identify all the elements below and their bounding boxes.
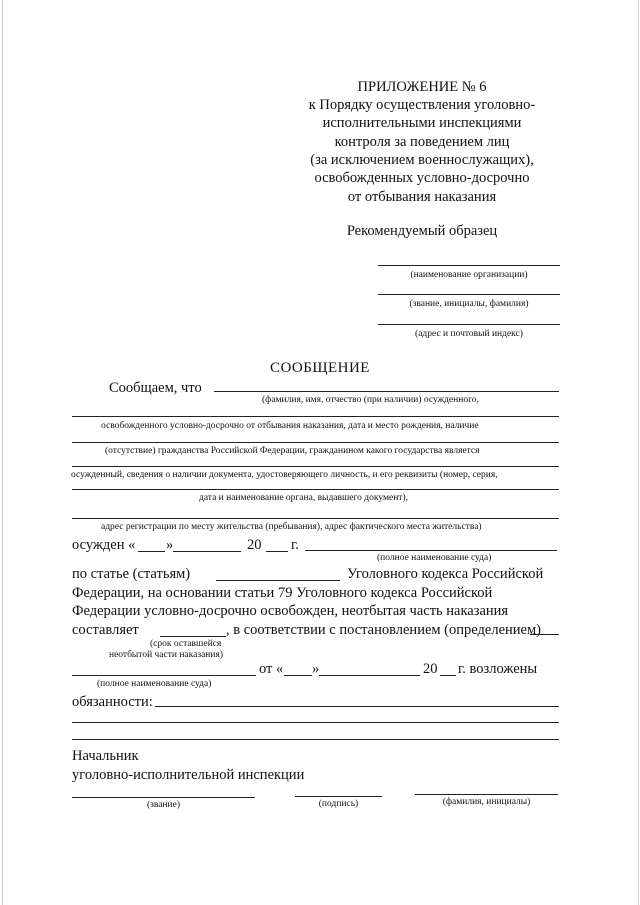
duties-field-1[interactable] <box>155 706 559 707</box>
address-caption: (адрес и почтовый индекс) <box>415 329 523 339</box>
organization-caption: (наименование организации) <box>410 270 528 280</box>
convict-name-caption: (фамилия, имя, отчество (при наличии) осужденного, <box>262 395 479 405</box>
details-field-2[interactable] <box>72 442 559 443</box>
organization-field[interactable] <box>378 265 560 266</box>
rank-name-caption: (звание, инициалы, фамилия) <box>409 299 529 309</box>
signature-rank-field[interactable] <box>72 797 255 798</box>
from-year-prefix: 20 <box>423 661 438 677</box>
court-name-caption: (полное наименование суда) <box>377 553 492 563</box>
details-field-1[interactable] <box>72 416 559 417</box>
signature-name-caption: (фамилия, инициалы) <box>442 797 531 807</box>
remains-suffix: , в соответствии с постановлением (определением) <box>226 622 541 638</box>
from-mid: » <box>312 661 320 677</box>
court-name-field-2[interactable] <box>72 675 256 676</box>
from-prefix: от « <box>259 661 284 677</box>
convicted-mid: » <box>166 537 174 553</box>
paragraph-line-2: Федерации условно-досрочно освобожден, неотбытая часть наказания <box>72 603 509 619</box>
convict-name-field[interactable] <box>214 391 559 392</box>
signature-rank-caption: (звание) <box>146 800 181 810</box>
page-edge-left <box>2 0 3 905</box>
header-line-6: освобожденных условно-досрочно <box>314 170 530 186</box>
intro-text: Сообщаем, что <box>109 380 202 396</box>
convicted-year-field[interactable] <box>266 551 288 552</box>
recommended-sample-label: Рекомендуемый образец <box>346 223 498 239</box>
remaining-term-field[interactable] <box>160 636 226 637</box>
articles-prefix: по статье (статьям) <box>72 566 191 582</box>
details-caption-5: дата и наименование органа, выдавшего документ), <box>199 493 408 503</box>
details-caption-4: осужденный, сведения о наличии документа, удостоверяющего личность, и его реквизиты (номер, серия, <box>71 470 498 480</box>
document-title: СООБЩЕНИЕ <box>270 360 370 376</box>
header-line-5: (за исключением военнослужащих), <box>310 152 534 168</box>
details-caption-6: адрес регистрации по месту жительства (пребывания), адрес фактического места жительства) <box>101 522 482 532</box>
signature-caption: (подпись) <box>318 799 359 809</box>
convicted-year-prefix: 20 <box>247 537 262 553</box>
paragraph-line-1: Федерации, на основании статьи 79 Уголовного кодекса Российской <box>72 585 493 601</box>
term-caption-1: (срок оставшейся <box>150 639 222 649</box>
details-field-4[interactable] <box>72 489 559 490</box>
articles-field[interactable] <box>216 580 340 581</box>
convicted-day-field[interactable] <box>138 551 165 552</box>
header-line-2: к Порядку осуществления уголовно- <box>308 97 536 113</box>
appendix-number: ПРИЛОЖЕНИЕ № 6 <box>357 79 487 95</box>
ruling-year-field[interactable] <box>440 675 456 676</box>
details-field-3[interactable] <box>72 466 559 467</box>
ruling-field[interactable] <box>530 634 559 635</box>
convicted-prefix: осужден « <box>72 537 136 553</box>
duties-label: обязанности: <box>72 694 153 710</box>
header-line-4: контроля за поведением лиц <box>334 134 510 150</box>
convicted-month-field[interactable] <box>173 551 241 552</box>
court-name-caption-2: (полное наименование суда) <box>97 679 212 689</box>
duties-field-2[interactable] <box>72 722 559 723</box>
details-caption-2: освобожденного условно-досрочно от отбывания наказания, дата и место рождения, наличие <box>101 421 479 431</box>
remains-prefix: составляет <box>72 622 139 638</box>
term-caption-2: неотбытой части наказания) <box>109 650 224 660</box>
imposed-text: г. возложены <box>458 661 538 677</box>
position-line-2: уголовно-исполнительной инспекции <box>72 767 305 783</box>
page-edge-right <box>638 0 639 905</box>
header-line-7: от отбывания наказания <box>347 189 497 205</box>
header-line-3: исполнительными инспекциями <box>322 115 522 131</box>
rank-name-field[interactable] <box>378 294 560 295</box>
details-caption-3: (отсутствие) гражданства Российской Федерации, гражданином какого государства является <box>105 446 480 456</box>
convicted-g: г. <box>291 537 299 553</box>
duties-field-3[interactable] <box>72 739 559 740</box>
articles-suffix: Уголовного кодекса Российской <box>347 566 544 582</box>
ruling-month-field[interactable] <box>319 675 420 676</box>
details-field-5[interactable] <box>72 518 559 519</box>
signature-name-field[interactable] <box>415 794 558 795</box>
signature-field[interactable] <box>295 796 382 797</box>
address-field[interactable] <box>378 324 560 325</box>
ruling-day-field[interactable] <box>284 675 312 676</box>
position-line-1: Начальник <box>72 748 139 764</box>
court-name-field[interactable] <box>305 550 557 551</box>
